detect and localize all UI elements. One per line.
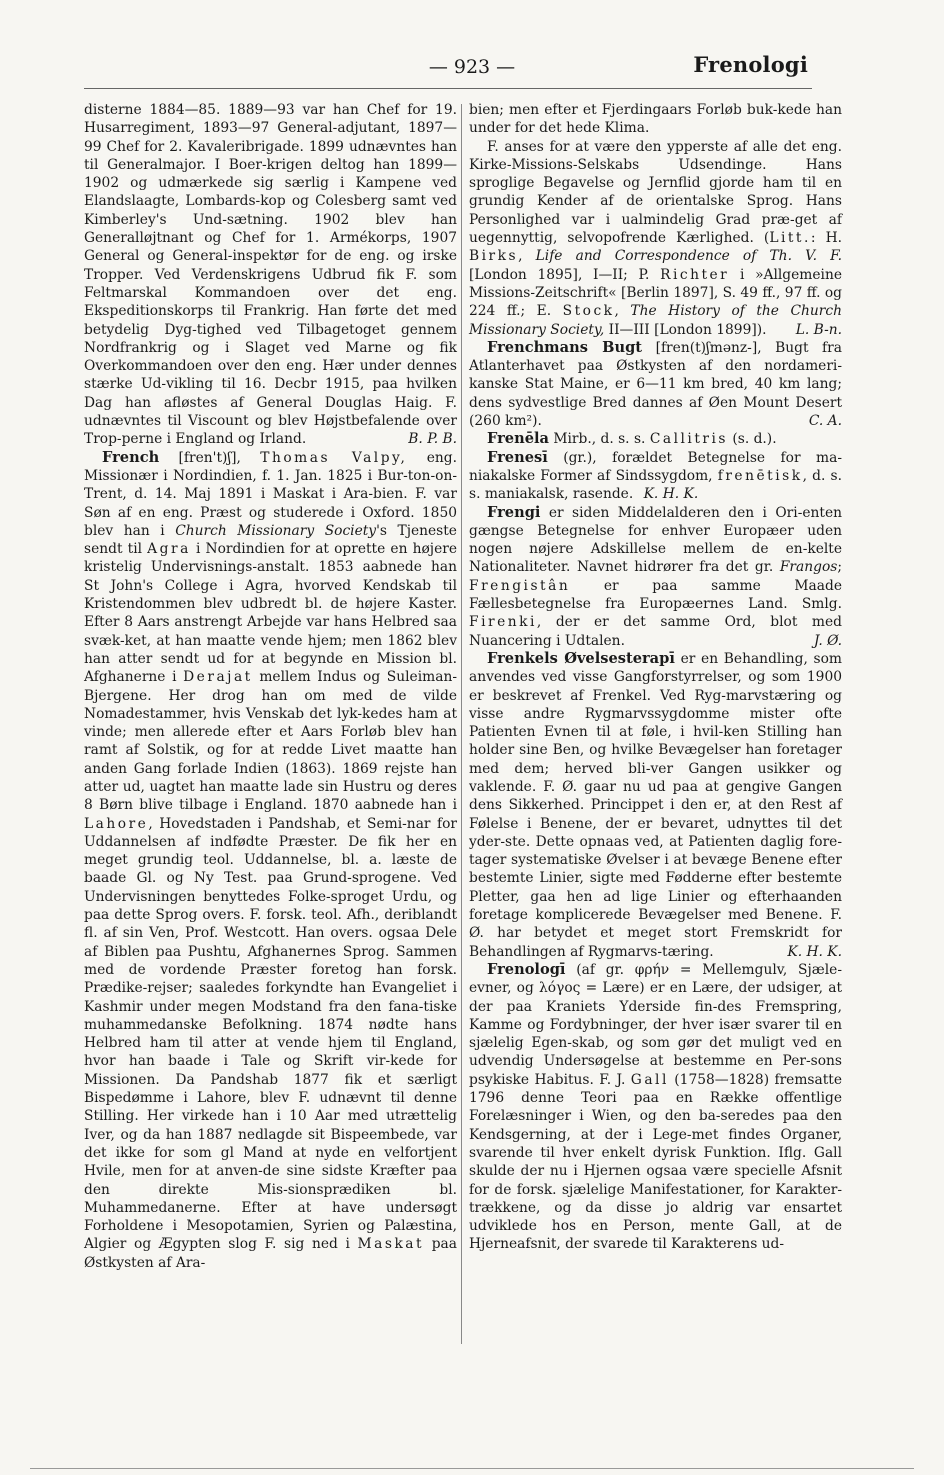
headword: Frenesī: [487, 448, 548, 466]
italic-title: Life and Correspondence of Th. V. F.: [535, 248, 842, 265]
entry-text: ,: [614, 303, 631, 320]
entry-frengi: [469, 504, 842, 650]
page-number: — 923 —: [428, 56, 516, 78]
entry-frenchmans-bugt: [469, 339, 842, 430]
spaced-place: Derajat: [183, 669, 253, 686]
bottom-rule: [30, 1468, 914, 1469]
italic-title: Church Missionary Society: [175, 522, 377, 539]
entry-text: er en Behandling, som anvendes ved visse Gangforstyrrelser, og som 1900 er beskrevet af Frenkel. Ved Ryg-marvstæring og visse andre Rygmarvssygdomme mister ofte Patienten Evnen til at føle, i hvil-ken Stilling han holder sine Ben, og hvilke Bevægelser han foretager med dem; herved bli-ver Gangen usikker og vaklende. F. Ø. gaar nu ud paa at gengive Gangen dens Sikkerhed. Princippet i den er, at den Rest af Følelse i Benene, der er bevaret, udnyttes til det yder-ste. Dette opnaas ved, at Patienten daglig fore-tager systematiske Øvelser i at bevæge Benene efter bestemte Linier, sigte med Fødderne efter bestemte Pletter, gaa hen ad lige Linier og efterhaanden foretage komplicerede Bevægelser med Benene. F. Ø. har betydet et meget stort Fremskridt for Behandlingen af Rygmarvs-tæring.: [469, 650, 842, 960]
entry-frenologi: [469, 961, 842, 1254]
spaced-author: Gall: [630, 1071, 669, 1088]
spaced-term: Callitris: [649, 431, 728, 448]
entry-text: (1758—1828) fremsatte 1796 denne Teori paa en Række offentlige Forelæsninger i Wien, og den ba-seredes paa den Kendsgerning, at der i Lege-met findes Organer, svarende til hver enkelt dyrisk Funktion. Iflg. Gall skulde der nu i Hjernen ogsaa være specielle Afsnit for de forsk. sjælelige Manifestationer, for Karakter-trækkene, og da disse jo aldrig var ensartet udviklede hos en Person, mente Gall, at de Hjerneafsnit, der svarede til Karakterens ud-: [469, 1071, 842, 1253]
entry-text: [London 1895], I—II; P.: [469, 266, 661, 283]
entry-text: eng. Missionær i Nordindien, f. 1. Jan. 1825 i Bur-ton-on-Trent, d. 14. Maj 1891 i Maskat i Ara-bien. F. var Søn af en eng. Præst og studerede i Oxford. 1850 blev han i: [84, 449, 457, 539]
entry-text: disterne 1884—85. 1889—93 var han Chef for 19. Husarregiment, 1893—97 General-adjutant, 1897—99 Chef for 2. Kavaleribrigade. 1899 udnævntes han til Generalmajor. I Boer-krigen deltog han 1899—1902 og udmærkede sig særlig i Kampene ved Elandslaagte, Lombards-kop og Colesberg samt ved Kimberley's Und-sætning. 1902 blev han Generalløjtnant og Chef for 1. Armékorps, 1907 General og General-inspektør for de eng. og irske Tropper. Ved Verdenskrigens Udbrud fik F. som Feltmarskal Kommandoen over det eng. Ekspeditionskorps til Frankrig. Han førte det med betydelig Dyg-tighed ved Tilbagetoget gennem Nordfrankrig og i Slaget ved Marne og fik Overkommandoen over den eng. Hær under dennes stærke Ud-vikling til 16. Decbr 1915, paa hvilken Dag han afløstes af General Douglas Haig. F. udnævntes til Viscount og blev Højstbefalende over Trop-perne i England og Irland.: [84, 102, 457, 448]
entry-text: : H.: [810, 230, 842, 247]
spaced-term: Firenki: [469, 614, 537, 631]
author-signature: C. A.: [808, 413, 842, 430]
entry-frenesi: [469, 449, 842, 504]
running-head: Frenologi: [693, 52, 808, 77]
headword: Frenēla: [487, 430, 549, 448]
entry-text: (gr.), forældet Betegnelse for ma-niakalske Former af Sindssygdom,: [469, 449, 842, 484]
entry-text: (af gr. φρήν = Mellemgulv, Sjæle-evner, og λόγος = Lære) er en Lære, der udsiger, at der paa Kraniets Yderside fin-des Fremspring, Kamme og Fordybninger, der hver især svarer til en sjælelig Egen-skab, og som gør det muligt ved en udvendig Undersøgelse at bestemme en Per-sons psykiske Habitus. F. J.: [469, 961, 842, 1088]
entry-text: i Nordindien for at oprette en højere kristelig Undervisnings-anstalt. 1853 aabnede han St John's College i Agra, hvorved Kendskab til Kristendommen blev udbredt bl. de højere Kaster. Efter 8 Aars anstrengt Arbejde var hans Helbred saa svæk-ket, at han maatte vende hjem; men 1862 blev han atter sendt ud for at begynde en Mission bl. Afghanerne i: [84, 541, 457, 686]
entry-text: bien; men efter et Fjerdingaars Forløb buk-kede han under for det hede Klima.: [469, 102, 842, 137]
entry-continuation: [469, 101, 842, 138]
headword: French: [102, 448, 160, 466]
right-column: [469, 101, 842, 1254]
entry-french: [84, 449, 457, 1272]
entry-text: Mirb., d. s. s.: [548, 431, 650, 448]
spaced-label: Litt.: [769, 230, 811, 247]
entry-text: er siden Middelalderen den i Ori-enten gængse Betegnelse for enhver Europæer uden nogen nøjere Adskillelse mellem de en-kelte Nationaliteter. Navnet hidrører fra det gr.: [469, 504, 842, 576]
entry-text: mellem Indus og Suleiman-Bjergene. Her drog han om med de vilde Nomadestammer, hvis Venskab det lyk-kedes ham at vinde; men allerede efter et Aars Forløb blev han ramt af Solstik, og for at redde Livet maatte han anden Gang forlade Indien (1863). 1869 rejste han atter ud, uagtet han maatte lade sin Hustru og deres 8 Børn blive tilbage i England. 1870 aabnede han i: [84, 669, 457, 814]
spaced-author: Richter: [660, 266, 730, 283]
spaced-term: frenētisk: [717, 467, 803, 484]
pronunciation: [fren't)ʃ],: [178, 449, 241, 466]
entry-text: paa Østkysten af Ara-: [84, 1236, 458, 1271]
entry-text: i »Allgemeine Missions-Zeitschrift« [Berlin 1897], S. 49 ff., 97 ff. og 224 ff.; E.: [469, 266, 843, 320]
entry-text: er paa samme Maade Fællesbetegnelse fra Europæernes Land. Smlg.: [469, 577, 842, 613]
entry-text: II—III [London 1899]).: [604, 321, 767, 338]
spaced-place: Maskat: [357, 1236, 425, 1253]
italic-term: Frangos: [779, 559, 838, 576]
entry-text: F. anses for at være den ypperste af alle det eng. Kirke-Missions-Selskabs Udsendinge. Hans sproglige Begavelse og Jernflid gjorde ham til en grundig Kender af de orientalske Sprog. Hans Personlighed var i ualmindelig Grad præ-get af uegennyttig, selvopofrende Kærlighed. (: [469, 138, 842, 247]
headword: Frengi: [487, 503, 541, 521]
entry-text: , der er det samme Ord, blot med Nuancering i Udtalen.: [469, 614, 842, 649]
headword: Frenologī: [487, 960, 566, 978]
entry-continuation: [469, 138, 842, 339]
headword: Frenkels Øvelsesterapī: [487, 649, 675, 667]
spaced-author: Birks: [469, 248, 519, 265]
spaced-term: Frengistân: [469, 577, 571, 594]
author-signature: K. H. K.: [643, 486, 699, 503]
spaced-place: Agra: [147, 541, 191, 558]
spaced-name: Thomas Valpy,: [260, 449, 408, 466]
entry-text: 's Tjeneste sendt til: [84, 522, 457, 558]
entry-frenkels-ovelsesterapi: [469, 650, 842, 961]
italic-title: The History of the Church Missionary Society,: [469, 303, 842, 338]
headword: Frenchmans Bugt: [487, 338, 643, 356]
column-divider: [461, 104, 462, 1344]
spaced-author: Stock: [562, 303, 615, 320]
author-signature: L. B-n.: [795, 321, 842, 338]
entry-continuation: [84, 101, 457, 449]
header-rule: [84, 88, 812, 89]
entry-frenela: [469, 430, 842, 448]
entry-text: ;: [837, 559, 842, 576]
entry-text: , d. s. s. maniakalsk, rasende.: [469, 467, 842, 503]
author-signature: K. H. K.: [787, 943, 842, 960]
spaced-place: Lahore: [84, 815, 149, 832]
author-signature: J. Ø.: [813, 632, 842, 649]
entry-text: , Hovedstaden i Pandshab, et Semi-nar for Uddannelsen af indfødte Præster. De fik her en meget grundig teol. Uddannelse, bl. a. læste de baade Gl. og Ny Test. paa Grund-sprogene. Ved Undervisningen benyttedes Folke-sproget Urdu, og paa dette Sprog overs. F. forsk. teol. Afh., deriblandt fl. af sin Ven, Prof. Westcott. Han overs. ogsaa Dele af Biblen paa Pushtu, Afghanernes Sprog. Sammen med de vordende Præster foretog han forsk. Prædike-rejser; saaledes forkyndte han Evangeliet i Kashmir under megen Modstand fra den fana-tiske muhammedanske Befolkning. 1874 nødte hans Helbred ham til atter at vende hjem til England, hvor han baade i Tale og Skrift vir-kede for Missionen. Da Pandshab 1877 fik et særligt Bispedømme i Lahore, blev F. udnævnt til denne Stilling. Her virkede han i 10 Aar med utrættelig Iver, og da han 1887 nedlagde sit Bispeembede, var det ikke for som gl Mand at nyde en velfortjent Hvile, men for at anven-de sine sidste Kræfter paa den direkte Mis-sionsprædiken bl. Muhammedanerne. Efter at have undersøgt Forholdene i Mesopotamien, Syrien og Palæstina, Algier og Ægypten slog F. sig ned i: [84, 815, 457, 1253]
entry-text: (s. d.).: [727, 431, 777, 448]
author-signature: B. P. B.: [408, 431, 457, 448]
entry-text: [fren(t)ʃmənz-], Bugt fra Atlanterhavet paa Østkysten af den nordameri-kanske Stat Maine, er 6—11 km bred, 40 km lang; dens sydvestlige Bred dannes af Øen Mount Desert (260 km²).: [469, 339, 842, 430]
left-column: [84, 101, 457, 1272]
entry-text: ,: [518, 248, 536, 265]
